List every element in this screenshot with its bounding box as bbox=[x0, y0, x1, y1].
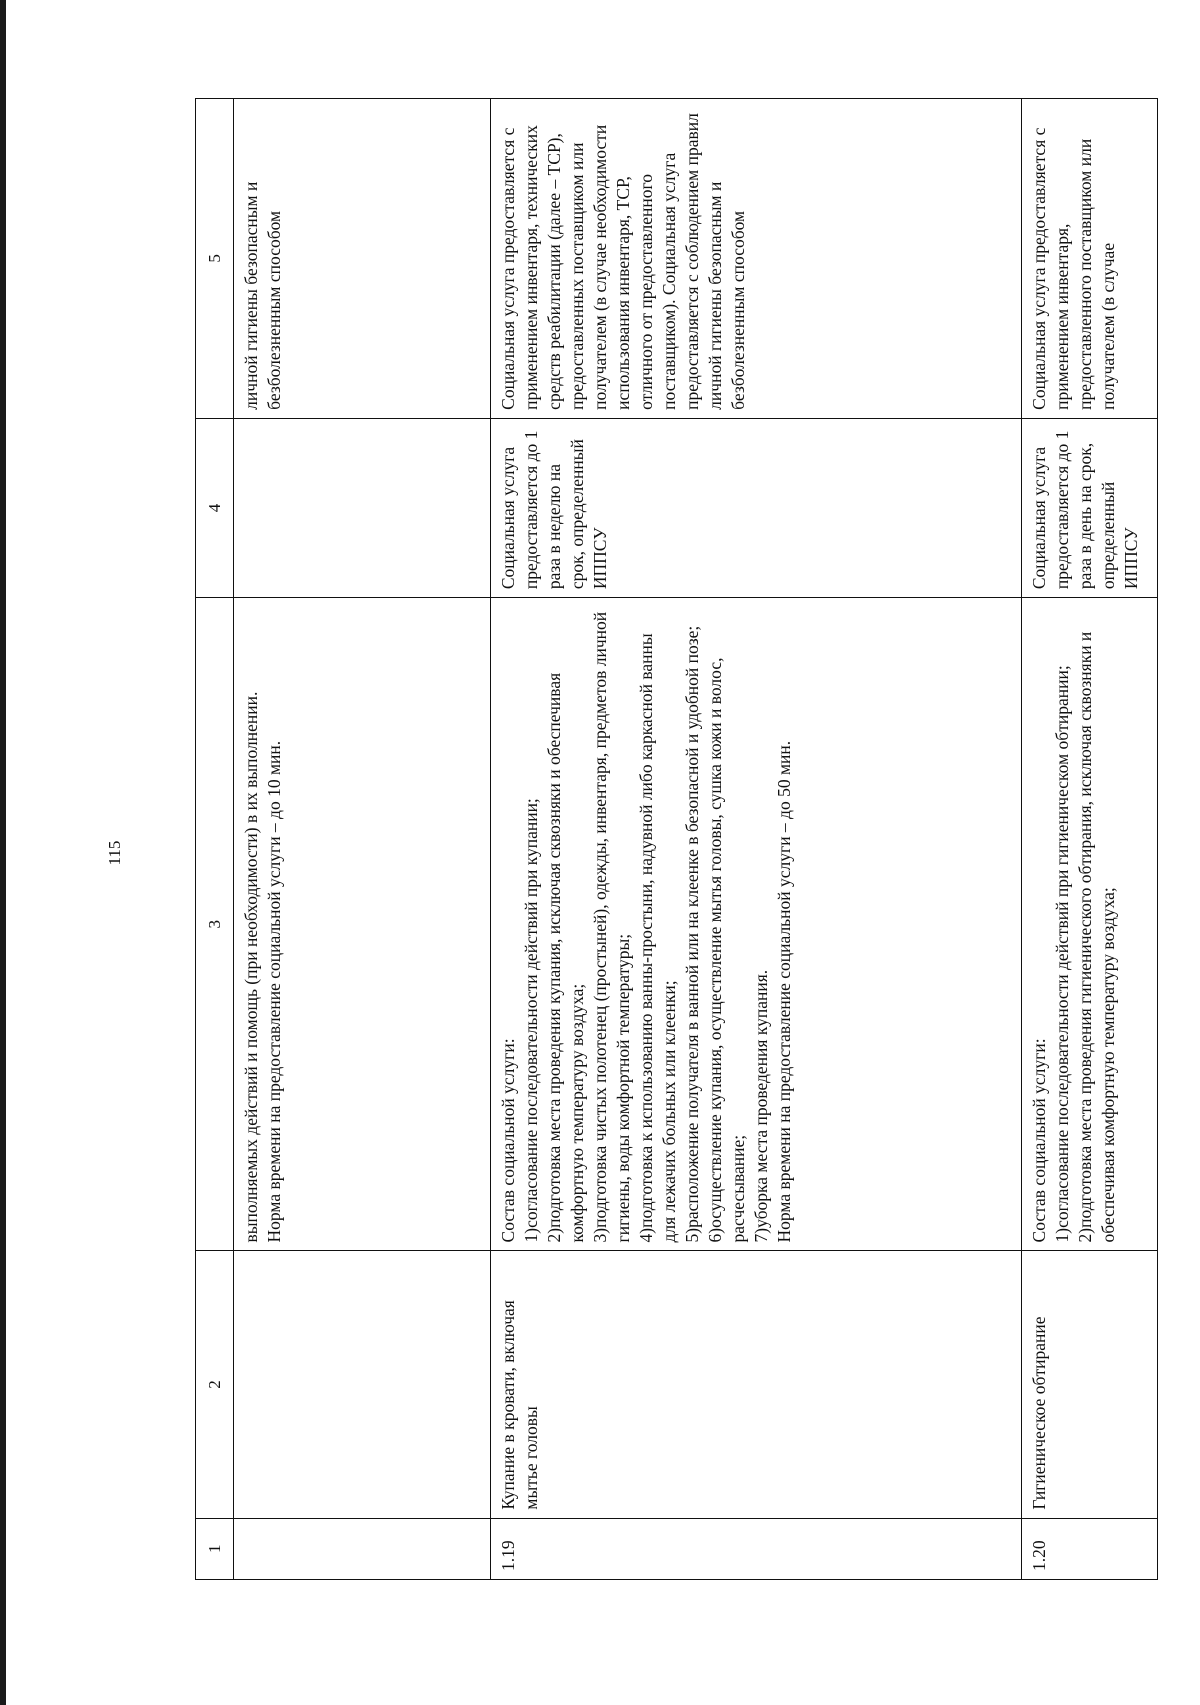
header-col-3: 3 bbox=[196, 598, 234, 1251]
cell-conditions: Социальная услуга предоставляется с применением инвентаря, предоставленного поставщиком или получателем (в случае bbox=[1022, 99, 1158, 419]
cell-content bbox=[234, 598, 491, 1251]
cell-content bbox=[491, 598, 1022, 1251]
header-col-4: 4 bbox=[196, 418, 234, 597]
content-line: 1)согласование последовательности действий при гигиеническом обтирании; bbox=[1052, 665, 1072, 1243]
content-line: Норма времени на предоставление социальной услуги – до 10 мин. bbox=[264, 740, 284, 1243]
content-line: 2)подготовка места проведения гигиенического обтирания, исключая сквозняки и обеспечивая комфортную температуру воздуха; bbox=[1075, 631, 1118, 1243]
cell-name: Купание в кровати, включая мытье головы bbox=[491, 1251, 1022, 1518]
content-line: 5)расположение получателя в ванной или на клеенке в безопасной и удобной позе; bbox=[682, 625, 702, 1243]
services-table bbox=[195, 98, 1158, 1580]
content-line: выполняемых действий и помощь (при необходимости) в их выполнении. bbox=[241, 691, 261, 1243]
cell-terms: Социальная услуга предоставляется до 1 раза в неделю на срок, определенный ИППСУ bbox=[491, 418, 1022, 597]
table-row-1-20 bbox=[1022, 99, 1158, 1580]
header-col-2: 2 bbox=[196, 1251, 234, 1518]
cell-conditions: Социальная услуга предоставляется с применением инвентаря, технических средств реабилитации (далее – ТСР), предоставленных поставщиком или получателем (в случае необходимости использования инвентаря, ТСР, отличного от предоставленного поставщиком). Социальная услуга предоставляется с соблюдением правил личной гигиены безопасным и безболезненным способом bbox=[491, 99, 1022, 419]
cell-terms: Социальная услуга предоставляется до 1 раза в день на срок, определенный ИППСУ bbox=[1022, 418, 1158, 597]
content-line: Состав социальной услуги: bbox=[498, 1038, 518, 1243]
page-number: 115 bbox=[105, 840, 124, 866]
scan-edge bbox=[0, 0, 6, 1705]
cell-num bbox=[234, 1518, 491, 1579]
cell-name bbox=[234, 1251, 491, 1518]
cell-terms bbox=[234, 418, 491, 597]
table-header-row bbox=[196, 99, 234, 1580]
content-line: Состав социальной услуги: bbox=[1029, 1038, 1049, 1243]
content-line: 7)уборка места проведения купания. bbox=[751, 969, 771, 1243]
content-line: 4)подготовка к использованию ванны-простыни, надувной либо каркасной ванны для лежачих больных или клеенки; bbox=[636, 633, 679, 1243]
rotated-page-content bbox=[195, 12, 1141, 1580]
header-col-1: 1 bbox=[196, 1518, 234, 1579]
content-line: Норма времени на предоставление социальной услуги – до 50 мин. bbox=[774, 740, 794, 1243]
table-row-1-19 bbox=[491, 99, 1022, 1580]
cell-content bbox=[1022, 598, 1158, 1251]
cell-num: 1.20 bbox=[1022, 1518, 1158, 1579]
cell-name: Гигиеническое обтирание bbox=[1022, 1251, 1158, 1518]
content-line: 3)подготовка чистых полотенец (простыней), одежды, инвентаря, предметов личной гигиены, воды комфортной температуры; bbox=[590, 611, 633, 1243]
content-line: 6)осуществление купания, осуществление мытья головы, сушка кожи и волос, расчесывание; bbox=[705, 657, 748, 1243]
content-line: 1)согласование последовательности действий при купании; bbox=[521, 798, 541, 1243]
table-row-continuation bbox=[234, 99, 491, 1580]
cell-num: 1.19 bbox=[491, 1518, 1022, 1579]
content-line: 2)подготовка места проведения купания, исключая сквозняки и обеспечивая комфортную температуру воздуха; bbox=[544, 672, 587, 1243]
cell-conditions: личной гигиены безопасным и безболезненным способом bbox=[234, 99, 491, 419]
header-col-5: 5 bbox=[196, 99, 234, 419]
